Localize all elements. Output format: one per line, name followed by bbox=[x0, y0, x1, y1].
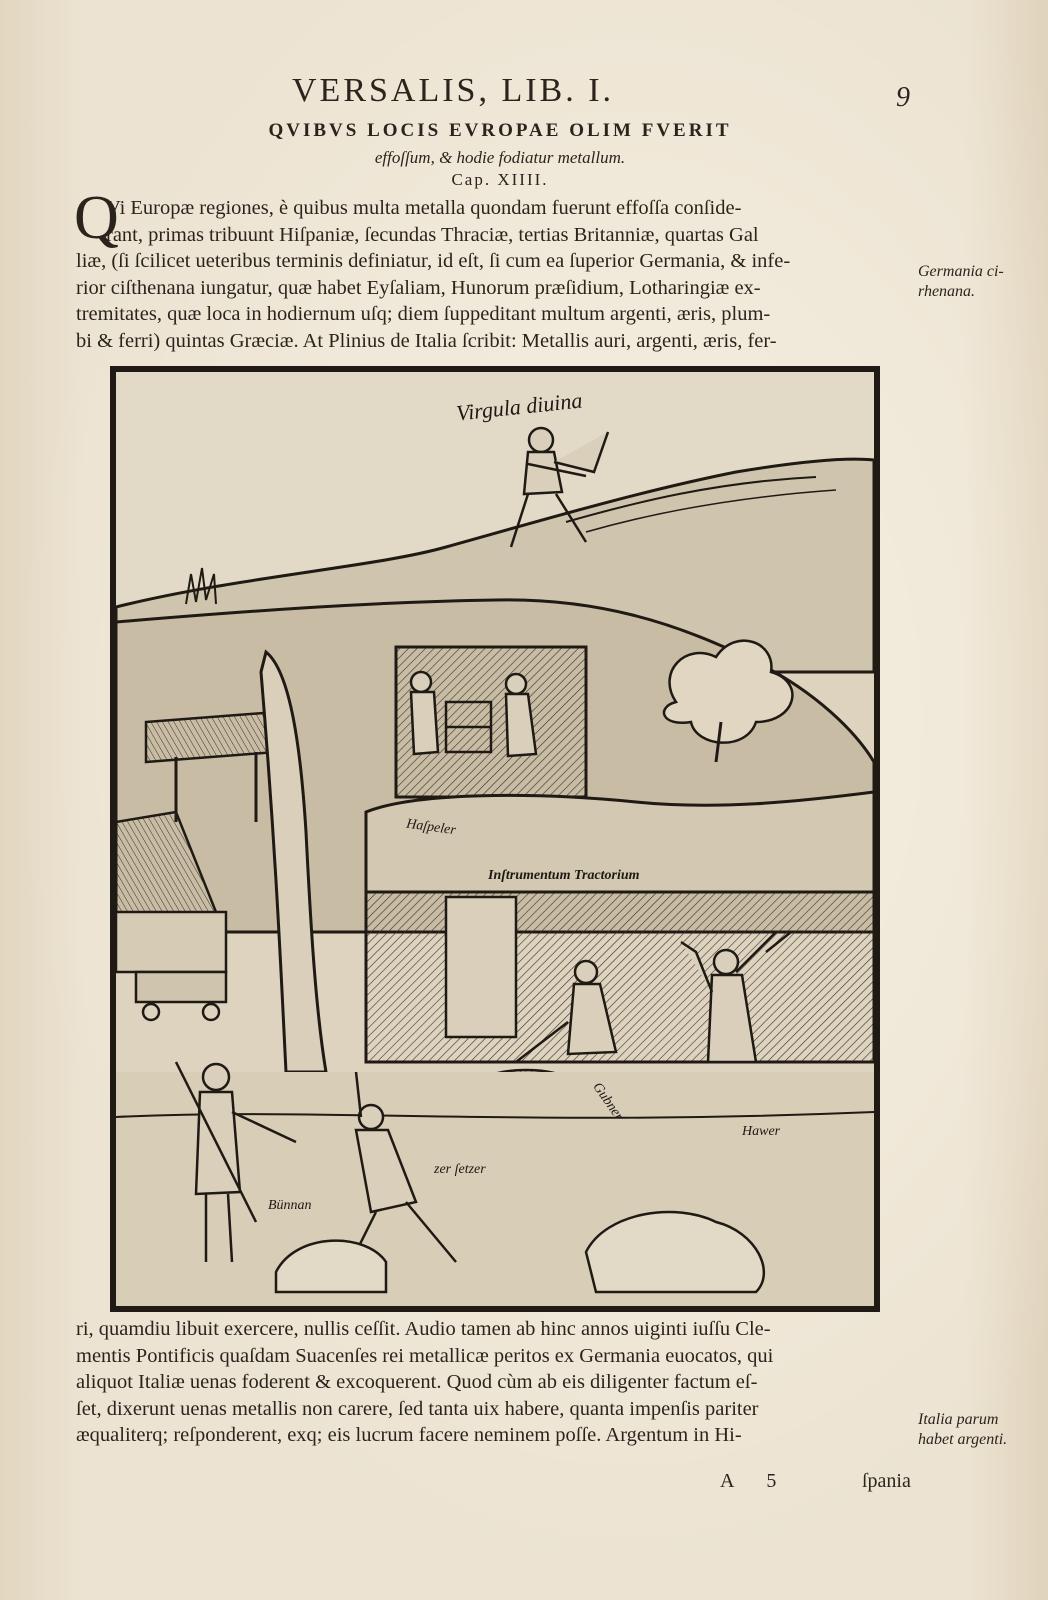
page-number: 9 bbox=[896, 82, 910, 113]
marginal-note-line: Germania ci- bbox=[918, 263, 1004, 280]
marginal-note-line: habet argenti. bbox=[918, 1431, 1008, 1448]
label-hawer: Hawer bbox=[742, 1124, 781, 1139]
text-line: rant, primas tribuunt Hiſpaniæ, ſecundas Thraciæ, tertias Britanniæ, quartas Gal bbox=[106, 223, 759, 246]
running-head: VERSALIS, LIB. I. bbox=[292, 72, 615, 109]
text-line: æqualiterq; reſponderent, exq; eis lucrum facere neminem poſſe. Argentum in Hi- bbox=[76, 1424, 742, 1446]
text-block-top bbox=[74, 184, 912, 354]
text-line: ri, quamdiu libuit exercere, nullis ceſſit. Audio tamen ab hinc annos uiginti iuſſu Cle- bbox=[76, 1318, 771, 1340]
text-line: tremitates, quæ loca in hodiernum uſq; diem ſuppeditant multum argenti, æris, plum- bbox=[76, 303, 771, 325]
text-line: aliquot Italiæ uenas foderent & excoquerent. Quod cùm ab eis diligenter factum eſ- bbox=[76, 1371, 758, 1393]
label-virgula-diuina: Virgula diuina bbox=[454, 387, 584, 426]
text-line: liæ, (ſi ſcilicet ueteribus terminis definiatur, id eſt, ſi cum ea ſuperior Germania, & infe- bbox=[76, 250, 791, 272]
text-line: bi & ferri) quintas Græciæ. At Plinius de Italia ſcribit: Metallis auri, argenti, æris, fer- bbox=[76, 329, 777, 352]
marginal-note bbox=[918, 1410, 1007, 1450]
text-block-bottom bbox=[76, 1316, 912, 1449]
mining-scene-drawing bbox=[116, 372, 874, 1306]
marginal-note-line: Italia parum bbox=[918, 1411, 999, 1428]
label-zersetzer: zer ſetzer bbox=[434, 1162, 486, 1177]
text-line: mentis Pontificis quaſdam Suacenſes rei metallicæ peritos ex Germania euocatos, qui bbox=[76, 1344, 774, 1367]
label-bunnan: Bünnan bbox=[268, 1198, 312, 1213]
label-instrumentum-tractorium: Inſtrumentum Tractorium bbox=[488, 868, 640, 883]
catchword: ſpania bbox=[862, 1470, 911, 1492]
chapter-title: QVIBVS LOCIS EVROPAE OLIM FVERIT bbox=[268, 120, 732, 141]
label-gubner: Gubner bbox=[589, 1079, 627, 1124]
drop-cap: Q bbox=[74, 184, 119, 252]
text-line: rior ciſthenana iungatur, quæ habet Eyſaliam, Hunorum præſidium, Lotharingiæ ex- bbox=[76, 276, 761, 299]
woodcut-illustration bbox=[110, 366, 880, 1312]
label-haspeler: Haſpeler bbox=[405, 816, 457, 839]
chapter-subtitle: effoſſum, & hodie fodiatur metallum. bbox=[374, 148, 626, 167]
signature-mark: A 5 bbox=[720, 1470, 791, 1492]
text-line: Vi Europæ regiones, è quibus multa metalla quondam fuerunt effoſſa conſide- bbox=[106, 197, 742, 219]
marginal-note-line: rhenana. bbox=[918, 283, 976, 300]
chapter-number: Cap. XIIII. bbox=[451, 170, 549, 189]
marginal-note bbox=[918, 262, 1004, 302]
text-line: ſet, dixerunt uenas metallis non carere, ſed tanta uix habere, quanta impenſis pariter bbox=[76, 1397, 759, 1420]
